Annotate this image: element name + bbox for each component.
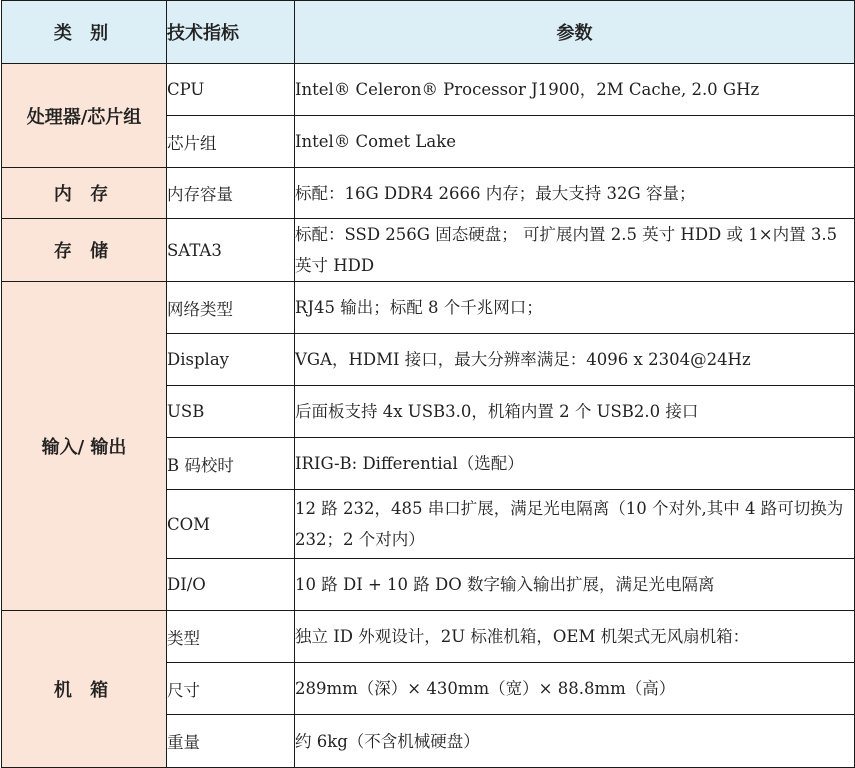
category-cell: 输入/ 输出 — [2, 282, 167, 611]
indicator-cell: Display — [167, 334, 295, 386]
spec-table — [1, 0, 855, 768]
indicator-cell: CPU — [167, 64, 295, 116]
indicator-cell: 网络类型 — [167, 282, 295, 334]
value-cell: 标配：SSD 256G 固态硬盘； 可扩展内置 2.5 英寸 HDD 或 1×内置 3.5 英寸 HDD — [295, 219, 855, 282]
value-cell: 标配：16G DDR4 2666 内存；最大支持 32G 容量； — [295, 168, 855, 219]
value-cell: 12 路 232，485 串口扩展，满足光电隔离（10 个对外,其中 4 路可切换为 232；2 个对内） — [295, 490, 855, 559]
indicator-cell: DI/O — [167, 559, 295, 611]
category-cell: 内 存 — [2, 168, 167, 219]
indicator-cell: USB — [167, 386, 295, 438]
indicator-cell: SATA3 — [167, 219, 295, 282]
value-cell: RJ45 输出；标配 8 个千兆网口； — [295, 282, 855, 334]
header-category: 类 别 — [2, 1, 167, 64]
header-params: 参数 — [295, 1, 855, 64]
value-cell: 后面板支持 4x USB3.0，机箱内置 2 个 USB2.0 接口 — [295, 386, 855, 438]
indicator-cell: 内存容量 — [167, 168, 295, 219]
value-cell: 独立 ID 外观设计，2U 标准机箱，OEM 机架式无风扇机箱： — [295, 611, 855, 663]
table-row — [2, 611, 855, 663]
indicator-cell: 芯片组 — [167, 116, 295, 168]
indicator-cell: 重量 — [167, 715, 295, 768]
category-cell: 处理器/芯片组 — [2, 64, 167, 168]
value-cell: Intel® Celeron® Processor J1900，2M Cache, 2.0 GHz — [295, 64, 855, 116]
indicator-cell: B 码校时 — [167, 438, 295, 490]
value-cell: 289mm（深）× 430mm（宽）× 88.8mm（高） — [295, 663, 855, 715]
table-row — [2, 282, 855, 334]
indicator-cell: 尺寸 — [167, 663, 295, 715]
indicator-cell: 类型 — [167, 611, 295, 663]
indicator-cell: COM — [167, 490, 295, 559]
value-cell: VGA，HDMI 接口，最大分辨率满足：4096 x 2304@24Hz — [295, 334, 855, 386]
value-cell: IRIG-B: Differential（选配） — [295, 438, 855, 490]
table-row — [2, 219, 855, 282]
category-cell: 存 储 — [2, 219, 167, 282]
table-row — [2, 64, 855, 116]
value-cell: Intel® Comet Lake — [295, 116, 855, 168]
value-cell: 约 6kg（不含机械硬盘） — [295, 715, 855, 768]
table-row — [2, 168, 855, 219]
category-cell: 机 箱 — [2, 611, 167, 768]
value-cell: 10 路 DI + 10 路 DO 数字输入输出扩展，满足光电隔离 — [295, 559, 855, 611]
header-indicator: 技术指标 — [167, 1, 295, 64]
header-row — [2, 1, 855, 64]
